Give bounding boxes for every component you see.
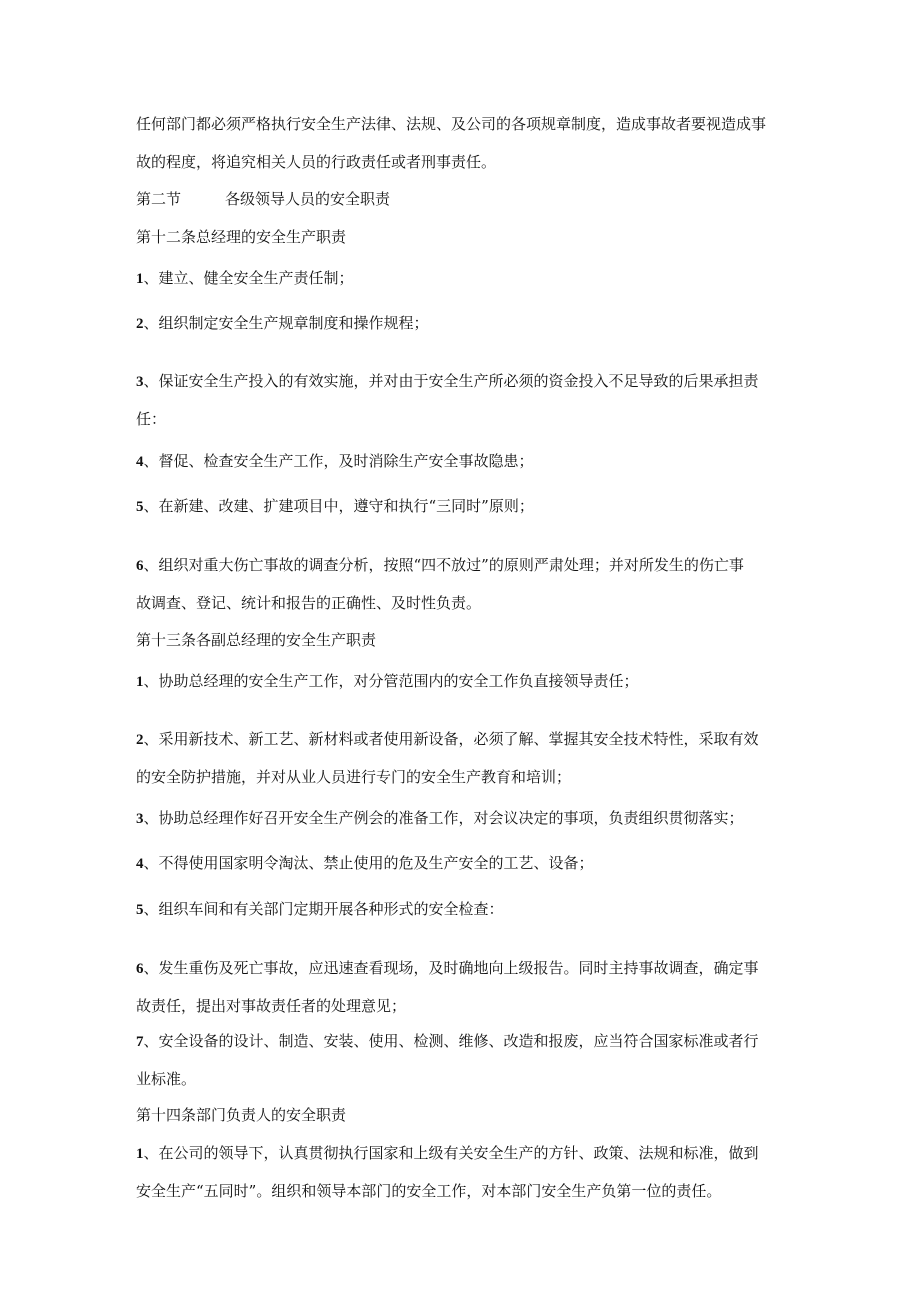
article-12-item-3-cont: 任：: [136, 410, 167, 428]
article-12-item-3: [136, 371, 786, 392]
article-13-item-2: [136, 729, 786, 750]
section-title: 各级领导人员的安全职责: [225, 190, 391, 208]
article-13-item-7: [136, 1031, 786, 1052]
article-12-item-5: [136, 496, 786, 517]
article-12-item-6-cont: 故调查、登记、统计和报告的正确性、及时性负责。: [136, 594, 482, 612]
article-13-item-3: [136, 808, 786, 829]
item-number: 1: [136, 271, 144, 287]
article-13-item-5: [136, 899, 786, 920]
item-number: 1: [136, 674, 144, 690]
article-14-item-1-cont: 安全生产“五同时”。组织和领导本部门的安全工作，对本部门安全生产负第一位的责任。: [136, 1182, 722, 1200]
item-text: 、组织对重大伤亡事故的调查分析，按照“四不放过”的原则严肃处理；并对所发生的伤亡事: [143, 556, 744, 574]
article-13-item-6: [136, 958, 786, 979]
article-12-item-6: [136, 555, 786, 576]
item-number: 2: [136, 316, 144, 332]
item-text: 、采用新技术、新工艺、新材料或者使用新设备，必须了解、掌握其安全技术特性，采取有效: [143, 730, 759, 748]
item-text: 、协助总经理的安全生产工作，对分管范围内的安全工作负直接领导责任；: [143, 672, 639, 690]
item-text: 、安全设备的设计、制造、安装、使用、检测、维修、改造和报废，应当符合国家标准或者行: [143, 1032, 759, 1050]
article-13-item-1: [136, 671, 786, 692]
intro-line-1: 任何部门都必须严格执行安全生产法律、法规、及公司的各项规章制度，造成事故者要视造成事: [136, 115, 767, 133]
item-number: 3: [136, 374, 144, 390]
item-text: 、在公司的领导下，认真贯彻执行国家和上级有关安全生产的方针、政策、法规和标准，做到: [143, 1144, 759, 1162]
item-text: 、保证安全生产投入的有效实施，并对由于安全生产所必须的资金投入不足导致的后果承担责: [143, 372, 759, 390]
item-number: 1: [136, 1146, 144, 1162]
item-number: 7: [136, 1034, 144, 1050]
article-12-title: 第十二条总经理的安全生产职责: [136, 228, 347, 246]
item-text: 、建立、健全安全生产责任制；: [143, 269, 354, 287]
section-label: 第二节: [136, 190, 182, 208]
item-text: 、组织车间和有关部门定期开展各种形式的安全检查：: [143, 900, 504, 918]
item-text: 、督促、检查安全生产工作，及时消除生产安全事故隐患；: [143, 452, 534, 470]
item-number: 3: [136, 811, 144, 827]
item-number: 5: [136, 499, 144, 515]
item-number: 4: [136, 856, 144, 872]
item-number: 2: [136, 732, 144, 748]
section-heading: [136, 189, 786, 209]
article-12-item-1: [136, 268, 786, 289]
item-number: 6: [136, 961, 144, 977]
item-text: 、组织制定安全生产规章制度和操作规程；: [143, 314, 429, 332]
article-12-item-2: [136, 313, 786, 334]
item-text: 、发生重伤及死亡事故，应迅速查看现场，及时确地向上级报告。同时主持事故调查，确定事: [143, 959, 759, 977]
article-14-item-1: [136, 1143, 786, 1164]
intro-line-2: 故的程度，将追究相关人员的行政责任或者刑事责任。: [136, 153, 497, 171]
item-number: 4: [136, 454, 144, 470]
article-12-item-4: [136, 451, 786, 472]
item-text: 、协助总经理作好召开安全生产例会的准备工作，对会议决定的事项，负责组织贯彻落实；: [143, 809, 744, 827]
item-number: 6: [136, 558, 144, 574]
item-text: 、在新建、改建、扩建项目中，遵守和执行“三同时”原则；: [143, 497, 534, 515]
article-13-item-7-cont: 业标准。: [136, 1070, 197, 1088]
article-14-title: 第十四条部门负责人的安全职责: [136, 1106, 347, 1124]
item-number: 5: [136, 902, 144, 918]
item-text: 、不得使用国家明令淘汰、禁止使用的危及生产安全的工艺、设备；: [143, 854, 594, 872]
article-13-item-6-cont: 故责任，提出对事故责任者的处理意见；: [136, 997, 407, 1015]
article-13-item-2-cont: 的安全防护措施，并对从业人员进行专门的安全生产教育和培训；: [136, 768, 572, 786]
article-13-item-4: [136, 853, 786, 874]
article-13-title: 第十三条各副总经理的安全生产职责: [136, 631, 377, 649]
